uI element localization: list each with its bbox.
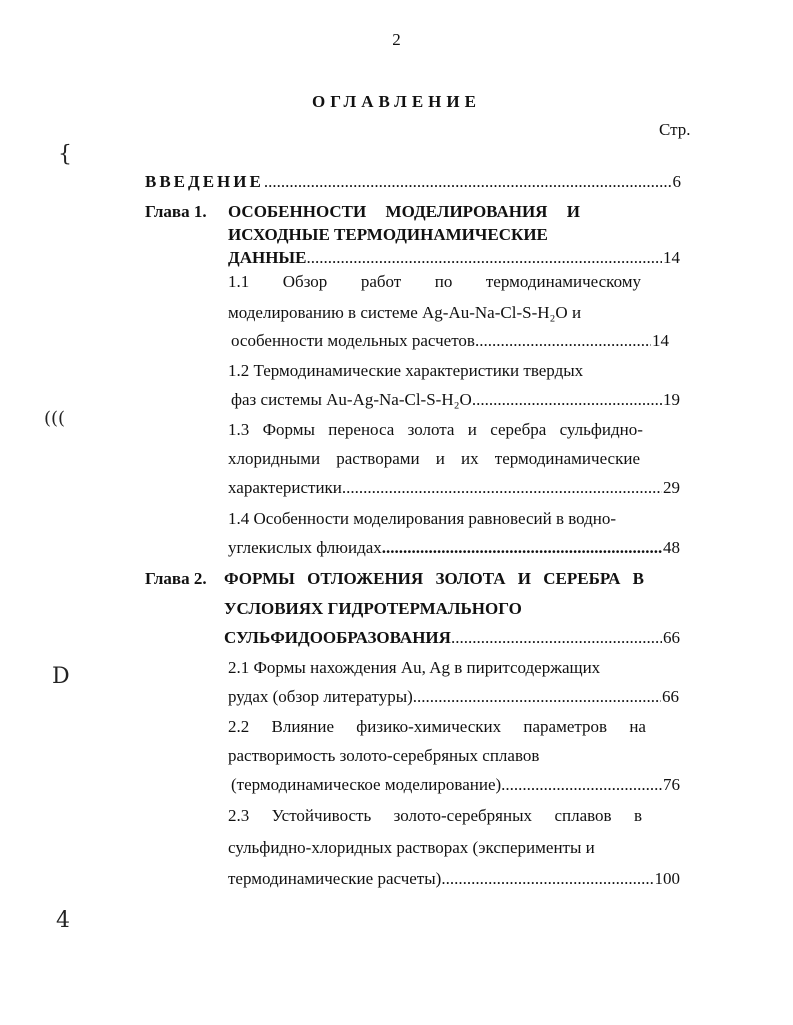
chapter-title-line: ОСОБЕННОСТИ МОДЕЛИРОВАНИЯ И <box>228 202 580 221</box>
toc-page-number: 6 <box>672 172 681 191</box>
toc-entry-text: (термодинамическое моделирование) ..... 76 <box>231 775 680 795</box>
chapter-prefix: Глава 2. <box>145 569 207 588</box>
page-number: 2 <box>392 30 401 49</box>
toc-page-number: 66 <box>663 628 680 647</box>
toc-entry-1-2[interactable]: 1.2 Термодинамические характеристики твердых <box>228 361 584 380</box>
toc-entry-chapter-2[interactable]: СУЛЬФИДООБРАЗОВАНИЯ ..... 66 <box>224 628 680 648</box>
toc-page-number: 100 <box>654 869 680 888</box>
toc-entry-text: моделированию в системе Ag-Au-Na-Cl-S-H₂O и <box>228 303 582 322</box>
chapter-title-line: ФОРМЫ ОТЛОЖЕНИЯ ЗОЛОТА И СЕРЕБРА В <box>224 569 644 588</box>
toc-entry-2-3[interactable]: 2.3 Устойчивость золото-серебряных сплавов в <box>228 806 642 825</box>
toc-entry-text: растворимость золото-серебряных сплавов <box>228 746 540 765</box>
toc-page-number: 14 <box>652 331 669 350</box>
toc-page-number: 19 <box>663 390 680 409</box>
chapter-prefix: Глава 1. <box>145 202 207 221</box>
toc-entry-text: особенности модельных расчетов ..... 14 <box>231 331 669 351</box>
page-column-label: Стр. <box>659 120 691 139</box>
toc-entry-text: хлоридными растворами и их термодинамические <box>228 449 640 468</box>
toc-page-number: 48 <box>663 538 680 557</box>
toc-entry-2-1[interactable]: 2.1 Формы нахождения Au, Ag в пиритсодержащих <box>228 658 601 677</box>
page-title: ОГЛАВЛЕНИЕ <box>312 92 481 111</box>
toc-entry-text: термодинамические расчеты) ..... 100 <box>228 869 680 889</box>
margin-mark: { <box>58 142 72 167</box>
toc-entry-chapter-1[interactable]: ДАННЫЕ ..... 14 <box>228 248 680 268</box>
margin-mark: ((( <box>44 408 66 429</box>
toc-entry-1-1[interactable]: 1.1 Обзор работ по термодинамическому <box>228 272 641 291</box>
margin-mark: 4 <box>56 908 70 933</box>
chapter-title-line: УСЛОВИЯХ ГИДРОТЕРМАЛЬНОГО <box>224 599 522 618</box>
toc-page-number: 66 <box>662 687 679 706</box>
toc-entry-text: углекислых флюидах ..... 48 <box>228 538 680 558</box>
toc-entry-text: фаз системы Au-Ag-Na-Cl-S-H₂O ..... 19 <box>231 390 680 410</box>
toc-entry-text: сульфидно-хлоридных растворах (эксперименты и <box>228 838 595 857</box>
toc-page-number: 76 <box>663 775 680 794</box>
chapter-title-line: ИСХОДНЫЕ ТЕРМОДИНАМИЧЕСКИЕ <box>228 225 548 244</box>
toc-entry-1-3[interactable]: 1.3 Формы переноса золота и серебра сульфидно- <box>228 420 643 439</box>
toc-entry-text: рудах (обзор литературы) ..... 66 <box>228 687 679 707</box>
toc-entry-text: характеристики ..... 29 <box>228 478 680 498</box>
toc-intro-label: ВВЕДЕНИЕ <box>145 172 264 191</box>
toc-page-number: 14 <box>663 248 680 267</box>
toc-page-number: 29 <box>663 478 680 497</box>
margin-mark: D <box>52 664 70 689</box>
toc-entry-2-2[interactable]: 2.2 Влияние физико-химических параметров на <box>228 717 646 736</box>
toc-entry-1-4[interactable]: 1.4 Особенности моделирования равновесий в водно- <box>228 509 617 528</box>
toc-entry-intro[interactable] <box>145 172 681 192</box>
